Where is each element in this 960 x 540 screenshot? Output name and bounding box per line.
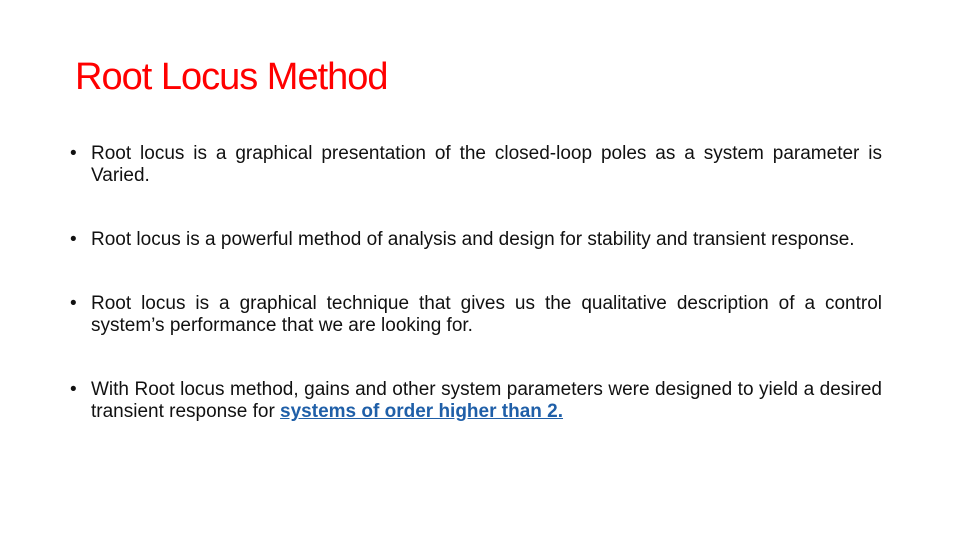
bullet-item <box>70 143 882 187</box>
systems-order-link[interactable]: systems of order higher than 2. <box>280 401 564 422</box>
bullet-list <box>70 143 882 423</box>
bullet-item <box>70 293 882 337</box>
slide-title: Root Locus Method <box>75 56 388 98</box>
bullet-item <box>70 229 882 251</box>
bullet-text: Root locus is a graphical presentation of the closed-loop poles as a system parameter is Varied. <box>91 143 882 186</box>
bullet-marker: • <box>70 143 77 164</box>
bullet-text: With Root locus method, gains and other system parameters were designed to yield a desired transient response for <box>91 379 882 422</box>
bullet-text: Root locus is a graphical technique that gives us the qualitative description of a control system’s performance that we are looking for. <box>91 293 882 336</box>
bullet-marker: • <box>70 379 77 400</box>
bullet-item <box>70 379 882 423</box>
bullet-marker: • <box>70 293 77 314</box>
bullet-marker: • <box>70 229 77 250</box>
bullet-text: Root locus is a powerful method of analysis and design for stability and transient response. <box>91 229 855 250</box>
